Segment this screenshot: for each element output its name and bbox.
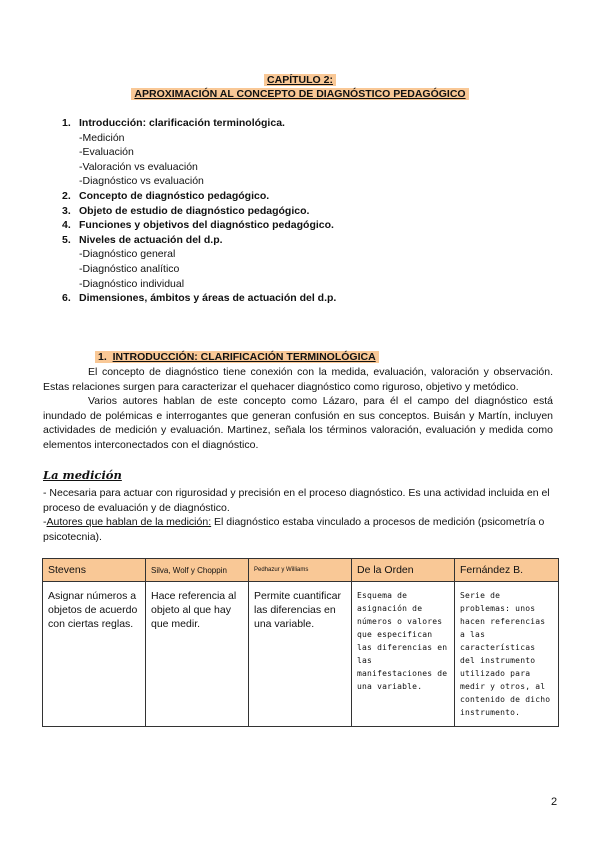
chapter-label: CAPÍTULO 2: xyxy=(0,74,600,86)
toc-sub-item: -Medición xyxy=(79,131,125,144)
medicion-heading: La medición xyxy=(43,468,122,482)
toc-item-1: 1. Introducción: clarificación terminológica. xyxy=(62,117,285,129)
toc-item-6: 6. Dimensiones, ámbitos y áreas de actuación del d.p. xyxy=(62,292,337,305)
table-header-cell: De la Orden xyxy=(352,559,455,582)
table-header-cell: Stevens xyxy=(43,559,146,582)
section-heading: 1. INTRODUCCIÓN: CLARIFICACIÓN TERMINOLÓGICA xyxy=(95,351,379,363)
medicion-paragraph-1: - Necesaria para actuar con rigurosidad y precisión en el proceso diagnóstico. Es una actividad incluida en el proceso de evaluación y de diagnóstico. xyxy=(43,487,550,514)
toc-sub-item: -Valoración vs evaluación xyxy=(79,160,198,173)
table-header-cell: Fernández B. xyxy=(455,559,559,582)
medicion-paragraph-2: -Autores que hablan de la medición: El diagnóstico estaba vinculado a procesos de medición (psicometría o psicotecnia). xyxy=(43,516,545,543)
toc-item-2: 2. Concepto de diagnóstico pedagógico. xyxy=(62,189,270,202)
table-header-cell: Pedhazur y Williams xyxy=(249,559,352,582)
intro-paragraph-1: El concepto de diagnóstico tiene conexión con la medida, evaluación, valoración y observación. Estas relaciones surgen para caracterizar el quehacer diagnóstico como riguroso, objetivo y metódico. xyxy=(43,366,553,393)
toc-item-5: 5. Niveles de actuación del d.p. xyxy=(62,233,223,246)
table-header-row xyxy=(43,559,559,582)
medicion-authors-label: Autores que hablan de la medición: xyxy=(46,516,212,528)
intro-paragraph-2: Varios autores hablan de este concepto como Lázaro, para él el campo del diagnóstico está inundado de polémicas e interrogantes que generan confusión en sus conceptos. Buisán y Martín, incluyen actividades de medición y evaluación. Martinez, señala los términos valoración, evaluación y medida como elementos interconectados con el diagnóstico. xyxy=(43,395,553,451)
toc-item-3: 3. Objeto de estudio de diagnóstico pedagógico. xyxy=(62,204,310,217)
table-of-contents xyxy=(62,116,336,306)
chapter-title: APROXIMACIÓN AL CONCEPTO DE DIAGNÓSTICO PEDAGÓGICO xyxy=(0,88,600,100)
table-cell: Hace referencia al objeto al que hay que medir. xyxy=(146,582,249,727)
table-cell: Esquema de asignación de números o valores que especifican las diferencias en las manifestaciones de una variable. xyxy=(352,582,455,727)
toc-item-4: 4. Funciones y objetivos del diagnóstico pedagógico. xyxy=(62,219,334,232)
table-header-cell: Silva, Wolf y Choppin xyxy=(146,559,249,582)
table-row xyxy=(43,582,559,727)
toc-sub-item: -Evaluación xyxy=(79,146,134,159)
authors-table xyxy=(42,558,559,727)
page-number: 2 xyxy=(551,796,558,808)
toc-sub-item: -Diagnóstico general xyxy=(79,248,176,261)
table-cell: Serie de problemas: unos hacen referencias a las características del instrumento utilizado para medir y otros, al contenido de dicho instrumento. xyxy=(455,582,559,727)
toc-sub-item: -Diagnóstico analítico xyxy=(79,262,180,275)
table-cell: Asignar números a objetos de acuerdo con ciertas reglas. xyxy=(43,582,146,727)
toc-sub-item: -Diagnóstico individual xyxy=(79,277,185,290)
toc-sub-item: -Diagnóstico vs evaluación xyxy=(79,175,204,188)
table-cell: Permite cuantificar las diferencias en una variable. xyxy=(249,582,352,727)
